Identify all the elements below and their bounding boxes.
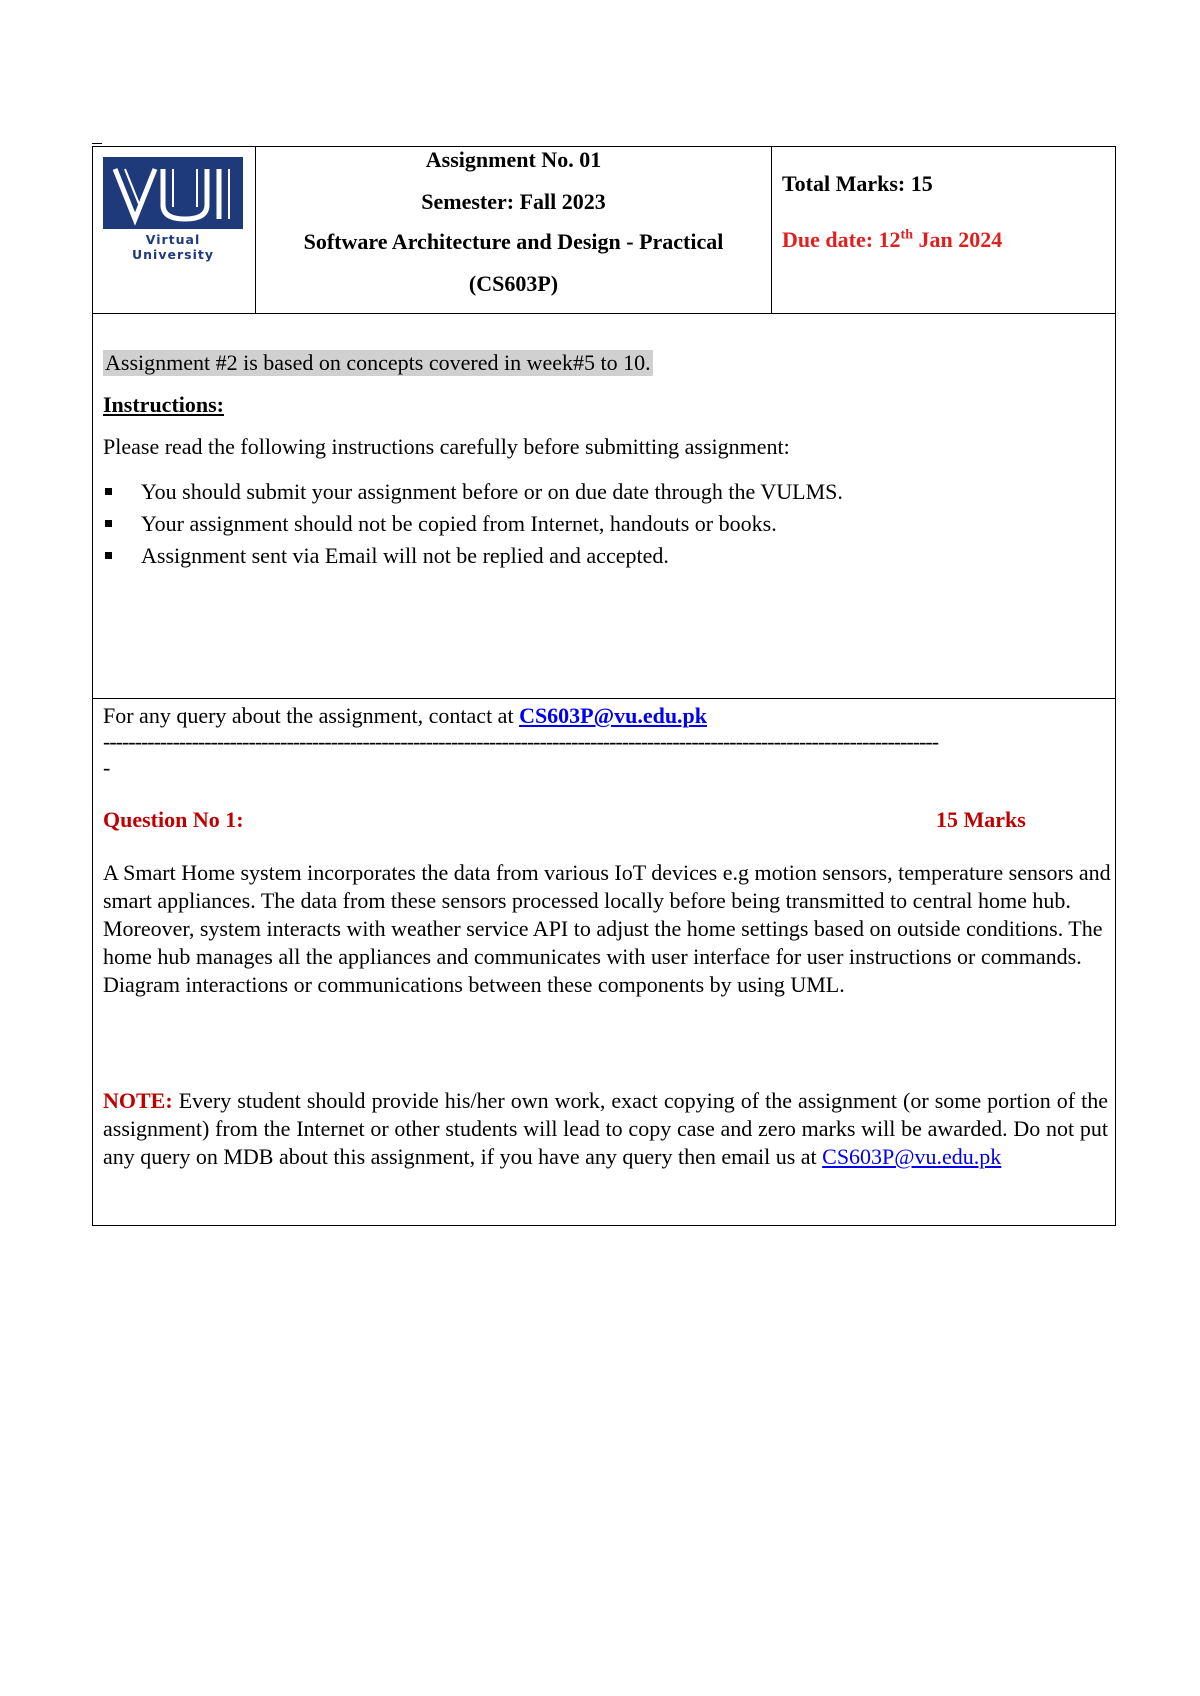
logo-cell: [93, 147, 256, 313]
instructions-intro: Please read the following instructions carefully before submitting assignment:: [103, 434, 790, 459]
due-date-prefix: Due date: 12: [782, 227, 901, 252]
total-marks: Total Marks: 15: [782, 171, 933, 196]
list-item-text: You should submit your assignment before or on due date through the VULMS.: [141, 479, 843, 504]
course-code: (CS603P): [468, 271, 559, 296]
bullet-square-icon: [105, 488, 112, 495]
note-text: Every student should provide his/her own work, exact copying of the assignment (or some portion of the assignment) from the Internet or other students will lead to copy case and zero marks will be awarded. Do not put any query on MDB about this assignment, if you have any query then email us at: [103, 1088, 1108, 1169]
marks-cell: [772, 147, 1115, 313]
note-email-link[interactable]: CS603P@vu.edu.pk: [822, 1144, 1002, 1169]
due-date-sup: th: [900, 227, 913, 243]
instructions-heading: Instructions:: [103, 392, 225, 417]
question-paragraph: A Smart Home system incorporates the data from various IoT devices e.g motion sensors, temperature sensors and smart appliances. The data from these sensors processed locally before being transmitted to central home hub. Moreover, system interacts with weather service API to adjust the home settings based on outside conditions. The home hub manages all the appliances and communicates with user interface for user instructions or commands.: [103, 860, 1111, 969]
dash-separator: ------------------------------------------------------------------------------------------------------------------------------------: [103, 729, 939, 754]
due-date-suffix: Jan 2024: [913, 227, 1003, 252]
query-line: [103, 703, 707, 729]
instructions-section: [93, 314, 1115, 699]
coverage-note: Assignment #2 is based on concepts covered in week#5 to 10.: [105, 350, 651, 375]
dash-tail: -: [103, 755, 111, 780]
note-label: NOTE:: [103, 1088, 173, 1113]
question-instruction: Diagram interactions or communications between these components by using UML.: [103, 972, 845, 997]
bullet-square-icon: [105, 520, 112, 527]
question-marks: 15 Marks: [936, 807, 1026, 832]
logo-caption: Virtual University: [132, 232, 214, 262]
list-item: [103, 508, 843, 540]
instructions-list: [103, 476, 843, 572]
list-item-text: Your assignment should not be copied from Internet, handouts or books.: [141, 511, 777, 536]
semester: Semester: Fall 2023: [421, 189, 606, 214]
note-paragraph: [103, 1087, 1108, 1171]
list-item-text: Assignment sent via Email will not be replied and accepted.: [141, 543, 669, 568]
title-cell: [256, 147, 772, 313]
list-item: [103, 476, 843, 508]
course-title: Software Architecture and Design - Practical: [303, 229, 724, 254]
assignment-frame: [92, 146, 1116, 1226]
query-email-link[interactable]: CS603P@vu.edu.pk: [519, 703, 708, 728]
question-body: [103, 859, 1113, 999]
question-title: Question No 1:: [103, 807, 244, 832]
header-row: [93, 147, 1115, 314]
query-text: For any query about the assignment, contact at: [103, 703, 520, 728]
bullet-square-icon: [105, 552, 112, 559]
list-item: [103, 540, 843, 572]
assignment-number: Assignment No. 01: [425, 147, 602, 172]
due-date: [782, 227, 1002, 253]
